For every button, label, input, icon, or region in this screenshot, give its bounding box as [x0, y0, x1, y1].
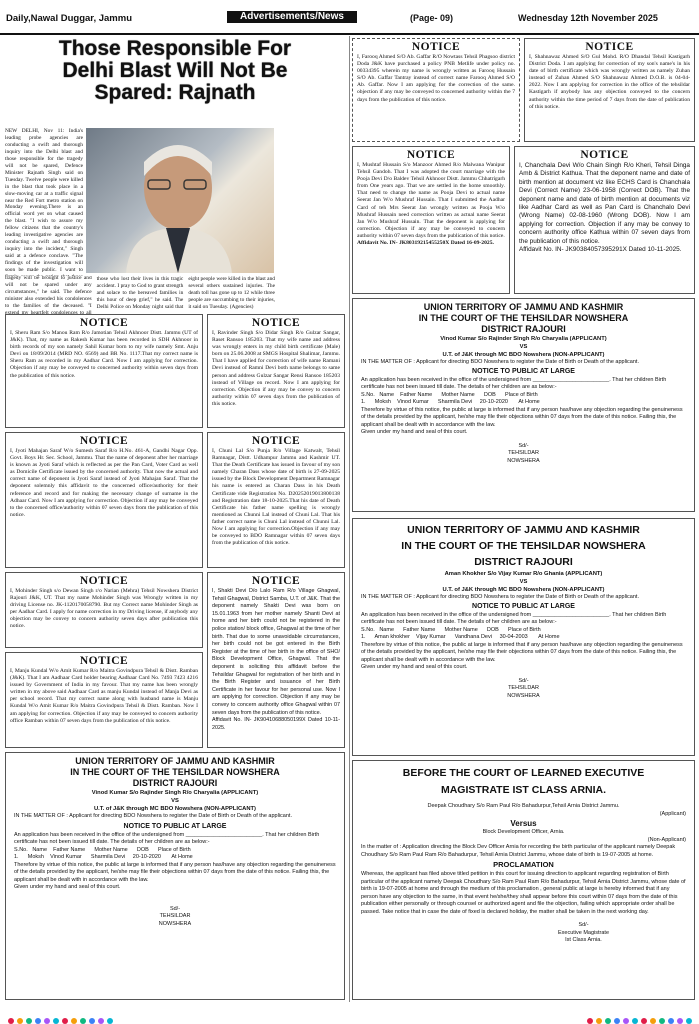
court-heading-1: UNION TERRITORY OF JAMMU AND KASHMIR: [423, 302, 624, 312]
objection-text: Therefore by virtue of this notice, the public at large is informed that if any person has/have any objection regarding the genuineness of the details provided by the applicant, he/she may file their objections within 07 days from the date of this notice. Failing this, the applicant shall be dealt with in accordance with the law.: [361, 641, 683, 663]
non-applicant-party: Block Development Officer, Arnia.: [482, 829, 565, 835]
given-text: Given under my hand and seal of this court.: [361, 664, 468, 670]
application-text: An application has been received in the office of the undersigned from _________________________. That her children Birth certificate has not been issued till date. The details of her children are as below:-: [361, 376, 667, 390]
table-header: S.No. Name Father Name Mother Name DOB Place of Birth: [14, 846, 191, 853]
given-text: Given under my hand and seal of this court.: [14, 884, 121, 890]
notice-title: NOTICE: [411, 41, 461, 53]
magistrate-heading-2: MAGISTRATE IST CLASS ARNIA.: [440, 784, 607, 796]
notice-body: I, Ravinder Singh S/o Didar Singh R/o Gulzar Sangar, Raset Ransoo 185203. That my wife name and address was wrongly enters in my child birth certificate (Male) born on 25.06.2008 at SMGS Hospital Shalimar, Jammu. That I have applied for correction of wife name Ramani Devi instead of Ramni Devi both name belongs to same person and address Gulzar Sangar Rensi Ransoo 185203 instead of Village on record. Now I am applying for correction. Objection if any may be convey to concern authority within 07 seven days from the publication of this notice.: [212, 330, 340, 407]
rajnath-photo: [86, 128, 274, 273]
issue-date: Wednesday 12th November 2025: [518, 13, 658, 23]
respondent: U.T. of J&K through MC BDO Nowshera (NON-APPLICANT): [442, 587, 605, 593]
matter: IN THE MATTER OF : Applicant for directing BDO Nowshera to register the Date of Birth or Death of the applicant.: [14, 813, 292, 819]
court-heading-1: UNION TERRITORY OF JAMMU AND KASHMIR: [75, 756, 275, 766]
applicant: Aman Khokher S/o Vijay Kumar R/o Ghania (APPLICANT): [444, 571, 603, 577]
notice-jyoti: [5, 432, 203, 568]
color-dot: [605, 1018, 611, 1024]
color-dot: [677, 1018, 683, 1024]
notice-farooq: [352, 38, 520, 142]
signature: Sd/-: [518, 677, 529, 684]
versus: Versus: [510, 819, 537, 828]
application-text: An application has been received in the office of the undersigned from _________________________. That her children Birth certificate has not been issued till date. The details of her children are as below:-: [14, 831, 320, 845]
color-dot: [89, 1018, 95, 1024]
color-dot: [596, 1018, 602, 1024]
masthead-rule: [0, 33, 699, 35]
application-text: An application has been received in the office of the undersigned from _________________________. That her children Birth certificate has not been issued till date. The details of her children are as below:-: [361, 611, 667, 625]
notice-manju: [5, 652, 203, 748]
signatory-place: NOWSHERA: [158, 920, 192, 927]
notice-title: NOTICE: [79, 435, 129, 447]
color-dot: [26, 1018, 32, 1024]
table-row: 1. Moksh Vinod Kumar Sharmila Devi 20-10-2020 At Home: [361, 399, 540, 405]
column-divider: [349, 36, 350, 1002]
footer-strip: [0, 1004, 699, 1024]
table-header: S.No. Name Father Name Mother Name DOB Place of Birth: [361, 391, 538, 398]
proclamation-body: Whereas, the applicant has filed above titled petition in this court for issuing direction to applicant regarding registration of Birth particular of the applicant namely Deepak Choudhary S/o Ram Paul Ram R/o Bahadurpur, Tehsil Arnia District Jammu, whose date of birth is 19-07-2005 at home and through the medium of this proclamation , general public at large is hereby informed that if any person have any objection to the same, in that event he/she/they shall appear before this court within 07 days from the date of this publication either personally or through counsel or authorized agent and file the objection, failing which appropriate order shall be passed. Take notice that in case the date of fixed is declared holiday, the matter shall be taken in the next working day.: [361, 871, 686, 915]
lead-story: [5, 38, 345, 104]
color-dot: [614, 1018, 620, 1024]
court-heading-3: DISTRICT RAJOURI: [132, 778, 218, 788]
matter: In the matter of : Application directing the Block Dev Officer Arnia for recording the birth particular of the applicant namely Deepak Choudhary S/o Ram Paul Ram R/o Bahadurpur, Tehsil Arnia District Jammu, whose date of birth is 19-07-2005 at home.: [361, 844, 676, 858]
notice-public-title: NOTICE TO PUBLIC AT LARGE: [123, 822, 227, 830]
section-label: Advertisements/News: [227, 11, 357, 23]
signatory-title: Executive Magistrate: [557, 929, 610, 936]
color-dot: [668, 1018, 674, 1024]
court-heading-1: UNION TERRITORY OF JAMMU AND KASHMIR: [407, 524, 640, 536]
signatory-place: NOWSHERA: [507, 692, 540, 699]
signatory-title: TEHSILDAR: [159, 913, 191, 919]
notice-title: NOTICE: [585, 41, 634, 53]
table-row: 1. Moksh Vinod Kumar Sharmila Devi 20-10-2020 At Home: [14, 854, 193, 860]
color-dot: [632, 1018, 638, 1024]
story-headline-2: Delhi Blast Will Not Be: [62, 59, 288, 82]
magistrate-proclamation: [352, 760, 695, 1000]
court-notice-moksh-2: [5, 752, 345, 1000]
notice-sheru: [5, 314, 203, 428]
notice-body: I, Manju Kundal W/o Amit Kumar R/o Maitra Govindpura Tehsil & Distt. Ramban (J&K). That I am Aadhaar Card holder bearing Aadhaar Card No. 7493 7423 4216 issued by Government of India in my favour. That my name has been wrongly written in my above said Aadhaar Card as manju Kundal instead of Manja Devi as per school record. That my correct name along with husband name is Manju Kundal W/o Amit Kumar R/o Maitra Govindpura Tehsil & Distt. Ramban. Now I am applying for correction. Objection if any may be conveyed to concern authority office Ramban within 07 seven days from the publication of this notice.: [10, 668, 198, 724]
notice-body: I, Shakti Devi D/o Lalo Ram R/o Village Ghagwal, Tehsil Ghagwal, District Samba, U.T. of J&K. That the deponent namely Shakti Devi was born on 15.01.1963 from her mother namely Shanti Devi at home and her birth could not be registered in the police station/ block office, Ghagwal at the time of her birth. That due to some unavoidable circumstances, her birth could not be got entered in the Birth Register at the time of her birth in the office of SHO/ Block Development Office, Ghagwal. That the deponent is soliciting this affidavit before the Tehsildar Ghagwal for registration of her birth and in the Birth Register and issuance of her Birth Certificate in her favour for her personal use. Now I am applying for correction. Objection if any may be convey to concern authority office Ghagwal within 07 seven days from the publication of this notice.: [212, 588, 340, 716]
story-body: NEW DELHI, Nov 11: India's leading probe agencies are conducting a swift and thorough inquiry into the Delhi blast and those responsible for the tragedy will not be spared, Defence Minister Rajnath Singh said on Tuesday. Twelve people were killed in the blast that took place in a slow-moving car at a traffic signal near the Red Fort metro station on Monday evening.There is an official word yet on what caused the blast. "I wish to assure my fellow citizens that the country's leading investigative agencies are conducting a swift and thorough inquiry into the incident," Singh said at a defence conclave. "The findings of the investigation will soon be made public. I want to: [5, 128, 83, 274]
court-heading-2: IN THE COURT OF THE TEHSILDAR NOWSHERA: [418, 313, 629, 323]
court-heading-3: DISTRICT RAJOURI: [474, 556, 573, 568]
color-dot: [650, 1018, 656, 1024]
signature: Sd/-: [169, 905, 181, 912]
court-notice-moksh: [352, 298, 695, 512]
objection-text: Therefore by virtue of this notice, the public at large is informed that if any person has/have any objection regarding the genuineness of the details provided by the applicant, he/she may file their objections within 07 days from the date of this notice. Failing this, the applicant shall be dealt with in accordance with the law.: [14, 861, 336, 883]
color-dot: [80, 1018, 86, 1024]
color-dot: [641, 1018, 647, 1024]
color-dot: [686, 1018, 692, 1024]
color-dot: [587, 1018, 593, 1024]
notice-body: I, Shahnawaz Ahmed S/O Gul Mohd. R/O Dhandal Tehsil Kastigarh District Doda. I am applying for correction of my son's name's in his date of birth certificate which was wrongly written as namely Zuhan instead of Zuhan Ahmed S/O Shahnawaz Ahmed D.O.B. is 04-04-2022. Now I am applying for correction in the office of the tehsildar Kastigarh if anybody has any objection conveyed to the concern authority within the time period of 7 days from the date of publication of this notice.: [529, 54, 690, 110]
notice-body: I, Chanchala Devi W/o Chain Singh R/o Kheri, Tehsil Dinga Amb & District Kathua. That the deponent name and date of birth mention at document viz like ECHS Card is Chanchala Devi (Correct Name) 23-06-1958 (Correct DOB). That the deponent name and date of birth mention at documents viz like Aadhar Card as well as Pan Card is Chanchalo Devi (Wrong Name) 02-08-1960 (Wrong DOB). Now I am applying for correction. Objection if any may be convey to concern authority office Kathua within 07 seven days from the publication of this notice.: [519, 162, 690, 245]
proclamation-title: PROCLAMATION: [493, 860, 554, 869]
color-dot: [62, 1018, 68, 1024]
story-body-mid: tragedy will be brought to justice and will not be spared under any circumstances," he said. The defence minister also extended his condolences to the families of the deceased. "I extend my heartfelt condolences to all those who lost their lives in this tragic accident. I pray to God to grant strength and solace to the bereaved families in this hour of deep grief," he said. The Delhi Police on Monday night said that eight people were killed in the blast and several others sustained injuries. The death toll has gone up to 12 while three people are succumbing to their injuries, it said on Tuesday. (Agencies): [5, 276, 275, 316]
notice-body: I, Sheru Ram S/o Manou Ram R/o Jamotian Tehsil Akhnoor Distt. Jammu (UT of J&K). That, my name as Rakesh Kumar has been recorded in SDH Akhnoor in birth records of my son namely Sahil Kumar born to my wife namely Smt. Anju Devi on 18/09/2014 (MRD NO. 6569) and BR No. 1117.That my correct name is Sheru Ram as recorded in my Aadhar Card. Now I am applying for correction. Objection if any may be conveyed to concerned authority within seven days from the publication of this notice.: [10, 330, 198, 379]
notice-title: NOTICE: [251, 575, 301, 587]
affidavit-number: Affidavit No. IN- JK90384057395291X Dated 10-11-2025.: [519, 246, 682, 254]
matter: IN THE MATTER OF : Applicant for directing BDO Nowshera to register the Date of Birth or Death of the applicant.: [361, 594, 639, 600]
respondent: U.T. of J&K through MC BDO Nowshera (NON-APPLICANT): [94, 806, 256, 812]
paper-name: Daily,Nawal Duggar, Jammu: [6, 13, 133, 24]
footer-dots-right: [585, 1011, 693, 1024]
court-heading-2: IN THE COURT OF THE TEHSILDAR NOWSHERA: [401, 540, 646, 552]
notice-body: I, Chuni Lal S/o Punja R/o Village Katwalt, Tehsil Ramnagar, Distt. Udhampur Jammu and Kashmir UT. That the Death Certificate has issued in favour of my son namely Charan Dass whose date of birth is 27-09-2025 issued by the Block Development Department Ramnagar his name is entered as Charan Dass in his Death Certificate vide Registration No. D20252019013800138 and Registration date 18-10-2025.That his date of Death Certificate his father name spelling is wrongly mentioned as Chunni Lal instead of Chuni Lal. That his father correct name is Chuni Lal instead of Chunni Lal. Now I am applying for correction.Objection if any may be conveyed to BDO Ramnagar within 07 seven days from the publication of this notice.: [212, 448, 340, 547]
story-col-1: [5, 128, 83, 276]
notice-shahnawaz: [524, 38, 695, 142]
notice-chanchala: [514, 146, 695, 294]
magistrate-heading-1: BEFORE THE COURT OF LEARNED EXECUTIVE: [402, 767, 645, 779]
applicant: Vinod Kumar S/o Rajinder Singh R/o Charyalia (APPLICANT): [440, 336, 607, 342]
notice-body: I, Mohinder Singh s/o Dewan Singh r/o Narian (Mehra) Tehsil Nowshera District Rajouri J&K, UT. That my name Mohinder Singh was Wrongly written in my driving License no. JK-1120170058790. But my Correct name Mohinder Singh as per Aadhar Card. I apply for name correction in my Driving license, if anybody any objection may be convey to concern authority seven days after publication this notice.: [10, 588, 198, 630]
applicant: Vinod Kumar S/o Rajinder Singh R/o Charyalia (APPLICANT): [91, 790, 259, 796]
signatory-title: TEHSILDAR: [508, 450, 539, 456]
notice-public-title: NOTICE TO PUBLIC AT LARGE: [472, 602, 575, 610]
notice-title: NOTICE: [79, 317, 129, 329]
footer-dots-left: [6, 1011, 114, 1024]
signature: Sd/-: [518, 442, 529, 449]
color-dot: [659, 1018, 665, 1024]
color-dot: [98, 1018, 104, 1024]
notice-title: NOTICE: [79, 655, 129, 667]
signature: Sd/-: [578, 922, 589, 928]
notice-shakti: [207, 572, 345, 748]
court-heading-2: IN THE COURT OF THE TEHSILDAR NOWSHERA: [70, 767, 280, 777]
color-dot: [17, 1018, 23, 1024]
notice-body: I, Mushtaf Hussain S/o Manzoor Ahmed R/o Malwana Wanipur Tehsil Gandoh. That I was adopted the court marriage with the Pooja Devi D/o Baldev Tehsil Akhnoor Distt. Jammu Chhatrigarh from One years ago. That we are settled in the home smoothly. That need to change the name as Pooja Devi to actual name Seerat Jan W/o Mushraf Hussain. That I submitted the Aadhar Card of teh Mrs Seerat Jan wrongly written as Pooja W/o Mushraf Hussain need correction written as actual name Seerat Jan W/o Mushraf Hussain. That the deponent is applying for correction. Objection if any may be conveyed to concern authority within 07 seven days from the publication of this notice.: [357, 162, 505, 239]
notice-ravinder: [207, 314, 345, 428]
color-dot: [107, 1018, 113, 1024]
page-number: (Page- 09): [410, 13, 454, 23]
respondent: U.T. of J&K through MC BDO Nowshera (NON-APPLICANT): [442, 352, 605, 358]
applicant-role: (Applicant): [659, 810, 686, 817]
court-heading-3: DISTRICT RAJOURI: [481, 324, 566, 334]
table-header: S.No. Name Father Name Mother Name DOB Place of Birth: [361, 626, 541, 633]
notice-title: NOTICE: [79, 575, 129, 587]
notice-title: NOTICE: [251, 317, 301, 329]
objection-text: Therefore by virtue of this notice, the public at large is informed that if any person has/have any objection regarding the genuineness of the details provided by the applicant, he/she may file their objections within 07 days from the date of this notice. Failing this, the applicant shall be dealt with in accordance with the law.: [361, 406, 683, 428]
table-row: 1. Aman khokher Vijay Kumar Vandhana Devi 30-04-2003 At Home: [361, 634, 560, 640]
notice-body: I, Farooq Ahmed S/O Ab. Gaffar R/O Nowtass Tehsil Phagsoo district Doda J&K have purchased a policy PNB Metlife under policy no. 00334395 wherein my name is wrongly written as Farooq Hussain S/O Ab. Gaffar Tantray instead of correct name Farooq Ahmed S/O Ab. Gaffar. Now I am applying for the correction of the same. objection if any may be conveyed to concerned authority within the 7 days from the publication of this notice.: [357, 54, 515, 103]
notice-mushtaf: [352, 146, 510, 294]
color-dot: [35, 1018, 41, 1024]
color-dot: [623, 1018, 629, 1024]
versus: VS: [171, 798, 179, 804]
versus: VS: [519, 344, 528, 350]
notice-chuni: [207, 432, 345, 568]
matter: IN THE MATTER OF : Applicant for directing BDO Nowshera to register the Date of Birth or Death of the applicant.: [361, 359, 639, 365]
notice-public-title: NOTICE TO PUBLIC AT LARGE: [472, 367, 575, 375]
notice-title: NOTICE: [406, 149, 456, 161]
signatory-place: NOWSHERA: [507, 457, 540, 464]
story-photo: [86, 128, 274, 273]
affidavit-number: Affidavit No. IN- JK80319215455250X Dated 16-09-2025.: [357, 240, 494, 247]
color-dot: [44, 1018, 50, 1024]
story-headline-1: Those Responsible For: [58, 37, 292, 60]
versus: VS: [519, 579, 528, 585]
non-applicant-role: (Non-Applicant): [647, 836, 686, 843]
color-dot: [53, 1018, 59, 1024]
story-col-3: [277, 128, 345, 338]
applicant-party: Deepak Choudhary S/o Ram Paul R/o Bahadurpur,Tehsil Arnia District Jammu.: [427, 803, 620, 809]
signatory-title: TEHSILDAR: [508, 685, 539, 691]
affidavit-number: Affidavit No. IN- JK90410688050199X Dated 10-11-2025.: [212, 717, 340, 731]
color-dot: [71, 1018, 77, 1024]
masthead: [0, 0, 699, 33]
story-headline-3: Spared: Rajnath: [94, 81, 256, 104]
signatory-place: Ist Class Arnia.: [565, 937, 602, 943]
notice-title: NOTICE: [251, 435, 301, 447]
notice-body: I, Jyoti Mahajan Saraf W/o Sumesh Saraf R/o H.No. 461-A, Gandhi Nagar Opp. Govt. Boys Hr. Sec. School, Jammu. That the name of deponent after her marriage is known as Jyoti Saraf which is reflected as per the Pan Card, Voter Card as well as Domicile Certificate issued by the concerned authority. That now the actual and correct name of deponent is Jyoti Saraf instead of Jyoti Mahajan Saraf. That the deponent solemnly this affidavit to the concerned office/authority for their reference and record and for making the necessary change of surname in the Adhaar Card. Now I am applying for correction. Objection if any may be conveyed to the concerned office/authority within 07 seven days from the publication of this notice.: [10, 448, 198, 518]
notice-title: NOTICE: [580, 149, 629, 161]
notice-mohinder: [5, 572, 203, 648]
color-dot: [8, 1018, 14, 1024]
court-notice-aman: [352, 518, 695, 756]
given-text: Given under my hand and seal of this court.: [361, 429, 468, 435]
